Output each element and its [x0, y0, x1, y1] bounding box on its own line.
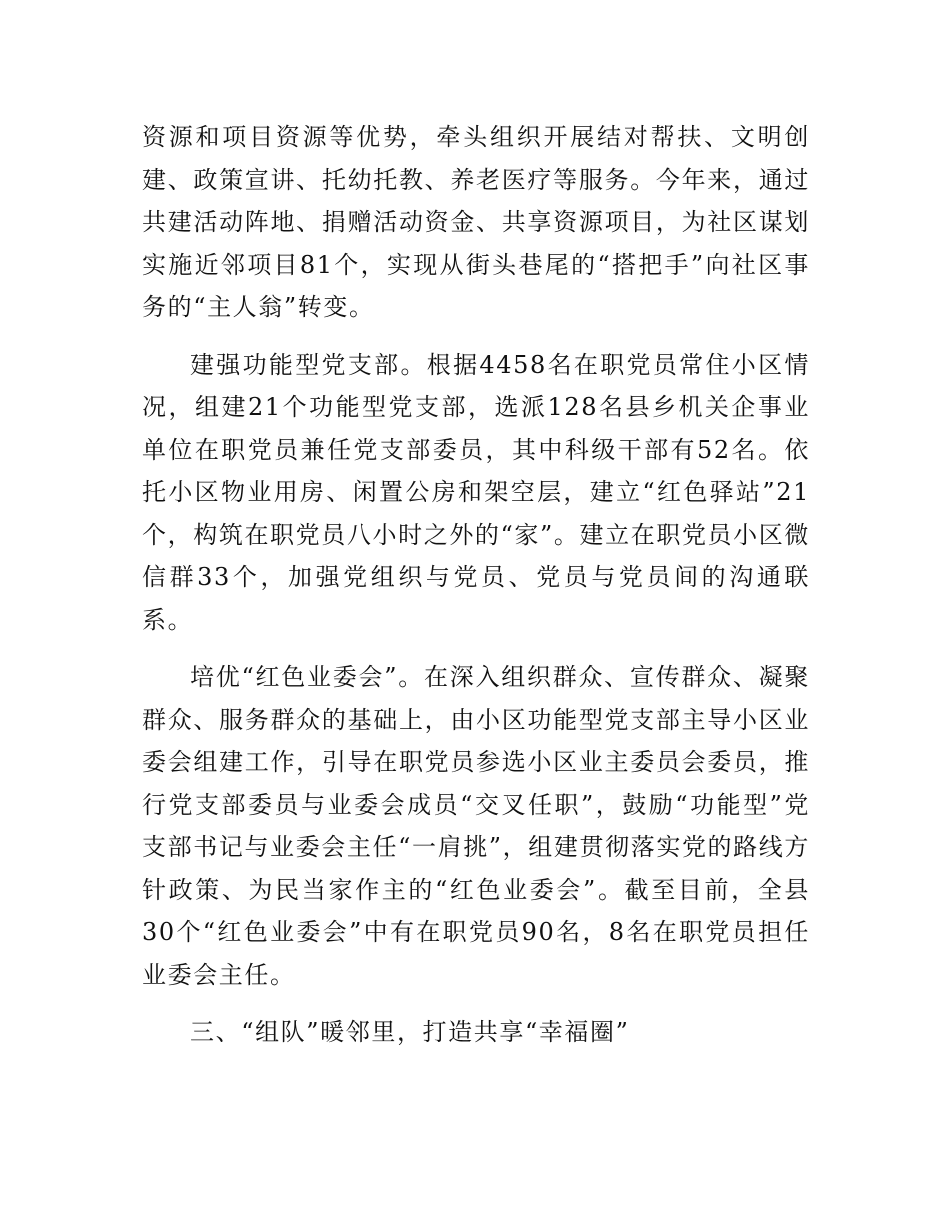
paragraph-resources: 资源和项目资源等优势，牵头组织开展结对帮扶、文明创建、政策宣讲、托幼托教、养老医疗等服务。今年来，通过共建活动阵地、捐赠活动资金、共享资源项目，为社区谋划实施近邻项目81个，实现从街头巷尾的“搭把手”向社区事务的“主人翁”转变。: [142, 123, 810, 321]
document-body: [142, 116, 810, 1054]
paragraph-functional-party-branch: 建强功能型党支部。根据4458名在职党员常住小区情况，组建21个功能型党支部，选派128名县乡机关企事业单位在职党员兼任党支部委员，其中科级干部有52名。依托小区物业用房、闲置公房和架空层，建立“红色驿站”21个，构筑在职党员八小时之外的“家”。建立在职党员小区微信群33个，加强党组织与党员、党员与党员间的沟通联系。: [142, 350, 810, 634]
section-heading-three: 三、“组队”暖邻里，打造共享“幸福圈”: [190, 1018, 630, 1046]
paragraph-red-owners-committee: 培优“红色业委会”。在深入组织群众、宣传群众、凝聚群众、服务群众的基础上，由小区功能型党支部主导小区业委会组建工作，引导在职党员参选小区业主委员会委员，推行党支部委员与业委会成员“交叉任职”，鼓励“功能型”党支部书记与业委会主任“一肩挑”，组建贯彻落实党的路线方针政策、为民当家作主的“红色业委会”。截至目前，全县30个“红色业委会”中有在职党员90名，8名在职党员担任业委会主任。: [142, 663, 810, 989]
